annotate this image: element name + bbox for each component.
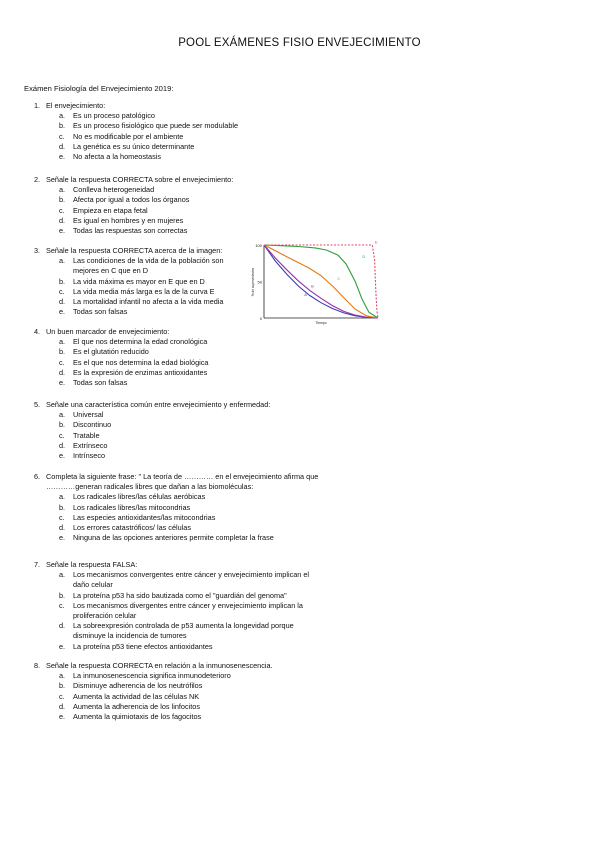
series-label: C (337, 276, 341, 281)
option-letter: b. (59, 502, 66, 512)
option-text: proliferación celular (73, 611, 137, 621)
option-text: Es un proceso fisiológico que puede ser modulable (73, 121, 239, 131)
question-text: Señale la respuesta CORRECTA acerca de la imagen: (46, 246, 223, 255)
option-text: Aumenta la quimiotaxis de los fagocitos (73, 712, 202, 722)
question-text: El envejecimiento: (46, 101, 106, 110)
option-text: La vida máxima es mayor en E que en D (73, 276, 205, 286)
series-label: B (311, 283, 314, 289)
option-letter: a. (59, 410, 66, 420)
option-text: Conlleva heterogeneidad (73, 185, 155, 195)
answer-option (59, 503, 318, 513)
question-3 (34, 246, 224, 317)
answer-option (59, 692, 273, 702)
option-text: Todas son falsas (73, 378, 128, 388)
option-text: Discontinuo (73, 420, 112, 430)
question-number: 1. (34, 101, 41, 110)
answer-option (59, 492, 318, 502)
question-number: 8. (34, 661, 41, 670)
question-text: Señale una característica común entre envejecimiento y enfermedad: (46, 400, 271, 409)
series-d-line (264, 245, 378, 318)
answer-option (59, 256, 224, 266)
series-e-line (264, 245, 378, 318)
option-text: Las especies antioxidantes/las mitocondrias (73, 512, 216, 522)
option-letter: b. (59, 276, 66, 286)
option-text: La sobreexpresión controlada de p53 aumenta la longevidad porque (73, 621, 294, 631)
x-axis-label: Tiempo (315, 321, 327, 325)
option-text: Intrínseco (73, 451, 106, 461)
answer-option (59, 111, 238, 121)
option-letter (59, 266, 73, 276)
question-text-line (34, 175, 233, 185)
option-text: No es modificable por el ambiente (73, 131, 184, 141)
option-text: Es un proceso patológico (73, 111, 155, 121)
option-text: Disminuye adherencia de los neutrófilos (73, 681, 203, 691)
option-letter: e. (59, 378, 66, 388)
y-tick-label: 50 (257, 279, 262, 285)
question-text-line (34, 482, 318, 492)
option-text: Es la expresión de enzimas antioxidantes (73, 367, 208, 377)
answer-option (59, 451, 270, 461)
option-text: Aumenta la actividad de las células NK (73, 691, 200, 701)
option-letter: e. (59, 533, 66, 543)
question-text-line (34, 327, 209, 337)
question-number: 4. (34, 327, 41, 336)
answer-option (59, 266, 224, 276)
question-6 (34, 472, 318, 543)
option-text: Es el glutatión reducido (73, 347, 149, 357)
option-letter: c. (59, 357, 65, 367)
answer-option (59, 226, 233, 236)
answer-option (59, 523, 318, 533)
answer-option (59, 631, 309, 641)
option-letter: c. (59, 600, 65, 610)
series-c-line (264, 245, 378, 318)
option-text: La proteína p53 tiene efectos antioxidantes (73, 641, 213, 651)
series-b-line (264, 245, 378, 318)
answer-option (59, 591, 309, 601)
option-text: Empieza en etapa fetal (73, 205, 148, 215)
answer-option (59, 185, 233, 195)
option-text: La vida media más larga es la de la curva E (73, 286, 215, 296)
option-letter: a. (59, 256, 66, 266)
y-axis-label: % de supervivientes (251, 267, 255, 297)
answer-option (59, 287, 224, 297)
option-letter: e. (59, 712, 66, 722)
question-number: 7. (34, 560, 41, 569)
option-text: Extrínseco (73, 440, 108, 450)
option-text: La proteína p53 ha sido bautizada como el "guardián del genoma" (73, 590, 287, 600)
option-letter: a. (59, 492, 66, 502)
answer-option (59, 621, 309, 631)
option-letter: c. (59, 131, 65, 141)
answer-option (59, 142, 238, 152)
answer-option (59, 611, 309, 621)
question-text-line (34, 246, 224, 256)
answer-option (59, 712, 273, 722)
option-letter: d. (59, 701, 66, 711)
option-letter: a. (59, 570, 66, 580)
y-tick-label: 0 (259, 316, 262, 321)
option-text: daño celular (73, 580, 113, 590)
answer-option (59, 277, 224, 287)
survival-curve-chart (250, 240, 382, 326)
option-text: Tratable (73, 430, 100, 440)
answer-option (59, 152, 238, 162)
option-letter: e. (59, 307, 66, 317)
question-1 (34, 101, 238, 162)
answer-option (59, 216, 233, 226)
answer-option (59, 642, 309, 652)
question-number: 3. (34, 246, 41, 255)
series-a-line (264, 245, 378, 318)
answer-option (59, 132, 238, 142)
answer-option (59, 601, 309, 611)
option-letter: d. (59, 215, 66, 225)
answer-option (59, 368, 209, 378)
question-text-line (34, 472, 318, 482)
question-text: Señale la respuesta CORRECTA sobre el envejecimiento: (46, 175, 234, 184)
answer-option (59, 580, 309, 590)
option-letter: b. (59, 347, 66, 357)
answer-option (59, 533, 318, 543)
option-text: La genética es su único determinante (73, 141, 195, 151)
option-text: La inmunosenescencia significa inmunodeterioro (73, 671, 231, 681)
answer-option (59, 347, 209, 357)
question-text: Señale la respuesta CORRECTA en relación a la inmunosenescencia. (46, 661, 273, 670)
question-4 (34, 327, 209, 388)
exam-subtitle: Exámen Fisiología del Envejecimiento 2019: (24, 84, 174, 93)
answer-option (59, 671, 273, 681)
answer-option (59, 337, 209, 347)
question-text: Un buen marcador de envejecimiento: (46, 327, 170, 336)
option-letter: a. (59, 337, 66, 347)
option-text: Es el que nos determina la edad biológica (73, 357, 209, 367)
option-letter: e. (59, 641, 66, 651)
option-letter: d. (59, 523, 66, 533)
answer-option (59, 121, 238, 131)
answer-option (59, 378, 209, 388)
option-letter: b. (59, 590, 66, 600)
question-2 (34, 175, 233, 236)
answer-option (59, 441, 270, 451)
question-text-line (34, 661, 273, 671)
option-text: Los mecanismos convergentes entre cáncer y envejecimiento implican el (73, 570, 310, 580)
option-letter: d. (59, 141, 66, 151)
option-letter: d. (59, 440, 66, 450)
option-letter: b. (59, 681, 66, 691)
y-tick-label: 100 (255, 243, 262, 248)
answer-option (59, 307, 224, 317)
option-text: La mortalidad infantil no afecta a la vida media (73, 297, 224, 307)
option-text: Afecta por igual a todos los órganos (73, 195, 190, 205)
option-letter: c. (59, 205, 65, 215)
option-letter: b. (59, 195, 66, 205)
option-letter: a. (59, 185, 66, 195)
option-letter: a. (59, 111, 66, 121)
option-letter: d. (59, 367, 66, 377)
option-letter: b. (59, 420, 66, 430)
answer-option (59, 206, 233, 216)
answer-option (59, 420, 270, 430)
option-text: Los errores catastróficos/ las células (73, 523, 192, 533)
option-text: Los radicales libres/las células aeróbicas (73, 492, 206, 502)
answer-option (59, 570, 309, 580)
option-text: disminuye la incidencia de tumores (73, 631, 187, 641)
option-text: Universal (73, 410, 104, 420)
option-letter: a. (59, 671, 66, 681)
question-number: 6. (34, 472, 41, 481)
question-number: 5. (34, 400, 41, 409)
series-label: D (362, 254, 366, 260)
question-8 (34, 661, 273, 722)
option-text: El que nos determina la edad cronológica (73, 337, 208, 347)
option-text: Aumenta la adherencia de los linfocitos (73, 701, 200, 711)
series-label: E (374, 240, 378, 245)
option-letter: e. (59, 226, 66, 236)
answer-option (59, 358, 209, 368)
option-text: Los mecanismos divergentes entre cáncer y envejecimiento implican la (73, 600, 303, 610)
option-text: No afecta a la homeostasis (73, 152, 162, 162)
series-label: A (304, 292, 307, 298)
option-letter: b. (59, 121, 66, 131)
option-letter: c. (59, 286, 65, 296)
option-letter: e. (59, 152, 66, 162)
answer-option (59, 702, 273, 712)
option-letter (59, 611, 73, 621)
option-letter: e. (59, 451, 66, 461)
question-text: Señale la respuesta FALSA: (46, 560, 138, 569)
option-letter (59, 631, 73, 641)
option-letter: d. (59, 297, 66, 307)
option-letter (59, 580, 73, 590)
question-text: …………generan radicales libres que dañan a las biomoléculas: (46, 482, 254, 492)
question-text-line (34, 400, 270, 410)
option-letter: c. (59, 512, 65, 522)
question-text-line (34, 560, 309, 570)
answer-option (59, 513, 318, 523)
option-text: mejores en C que en D (73, 266, 149, 276)
answer-option (59, 431, 270, 441)
option-letter: d. (59, 621, 66, 631)
option-text: Todas son falsas (73, 307, 128, 317)
option-text: Las condiciones de la vida de la población son (73, 256, 224, 266)
option-letter: c. (59, 691, 65, 701)
option-text: Es igual en hombres y en mujeres (73, 215, 184, 225)
question-number (34, 482, 46, 492)
question-text: Completa la siguiente frase: " La teoría de ………… en el envejecimiento afirma que (46, 472, 319, 481)
question-7 (34, 560, 309, 652)
option-letter: c. (59, 430, 65, 440)
answer-option (59, 410, 270, 420)
question-text-line (34, 101, 238, 111)
document-title: POOL EXÁMENES FISIO ENVEJECIMIENTO (178, 37, 421, 49)
question-number: 2. (34, 175, 41, 184)
option-text: Ninguna de las opciones anteriores permite completar la frase (73, 533, 274, 543)
option-text: Todas las respuestas son correctas (73, 226, 188, 236)
answer-option (59, 195, 233, 205)
option-text: Los radicales libres/las mitocondrias (73, 502, 191, 512)
answer-option (59, 681, 273, 691)
question-5 (34, 400, 270, 461)
answer-option (59, 297, 224, 307)
